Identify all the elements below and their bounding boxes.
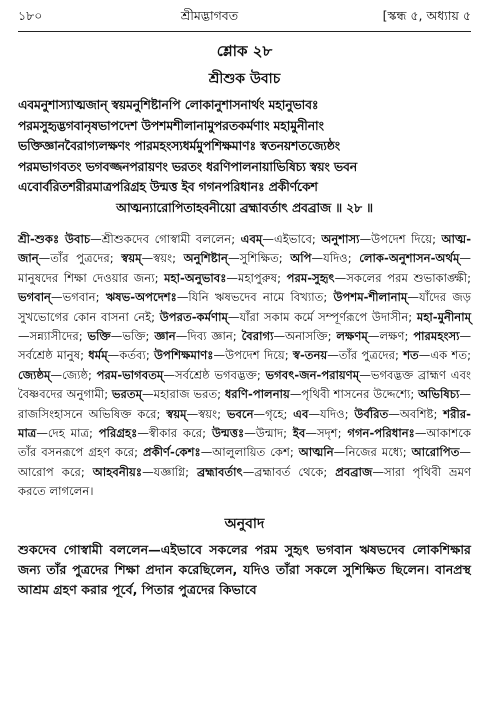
synonym-meaning: সর্বশ্রেষ্ঠ মানুষ [18, 348, 81, 363]
synonym-meaning: রাজসিংহাসনে অভিষিক্ত করে [18, 406, 157, 421]
synonym-term: স্বয়ম্ [166, 406, 187, 421]
synonym-meaning: শ্রীশুকদেব গোস্বামী বললেন [101, 232, 232, 246]
synonym-meaning: ভক্তি [122, 329, 146, 344]
synonym-term: ভবনে [226, 406, 254, 421]
synonym-term: ধর্মম্ [88, 348, 108, 363]
synonym-meaning: উপদেশ দিয়ে [225, 348, 285, 363]
synonym-term: ঋষভ-অপদেশঃ [105, 290, 177, 305]
synonym-term: উন্মত্তঃ [211, 426, 245, 441]
synonym-term: পরম-ভাগবতম্ [96, 367, 164, 382]
synonym-meaning: কর্তব্য [119, 348, 146, 363]
synonym-term: লক্ষণম্ [336, 329, 368, 344]
verse-line: এবমনুশাস্যাত্মজান্ স্বয়মনুশিষ্টানপি লোকানুশাসনার্থং মহানুভাবঃ [18, 98, 319, 112]
synonym-meaning: স্বয়ং [198, 406, 218, 421]
synonym-meaning: সন্ন্যাসীদের [29, 329, 79, 344]
running-header [18, 8, 471, 28]
section-label: [স্কন্ধ ৫, অধ্যায় ৫ [382, 8, 471, 23]
synonym-term: উপশিক্ষমাণঃ [154, 348, 214, 363]
synonym-meaning: যদিও [323, 251, 348, 266]
synonym-meaning: দিব্য জ্ঞান [187, 329, 233, 344]
synonym-meaning: যাঁরা সকাম কর্মে সম্পূর্ণরূপে উদাসীন [239, 309, 409, 324]
verse-line: আত্মন্যারোপিতাহবনীয়ো ব্রহ্মাবর্তাৎ প্রবব্রাজ ॥ ২৮ ॥ [116, 200, 373, 215]
synonym-term: বৈরাগ্য [241, 329, 274, 344]
synonym-term: অভিষিচ্য [418, 387, 460, 402]
verse-line: পরমভাগবতং ভগবজ্জনপরায়ণং ভরতং ধরণিপালনায়াভিষিচ্য স্বয়ং ভবন [18, 159, 357, 174]
synonym-meaning: জ্যেষ্ঠ [62, 367, 89, 382]
synonym-meaning: যিনি ঋষভদেব নামে বিখ্যাত [188, 290, 324, 305]
synonym-term: ভগবৎ-জন-পরায়ণম্ [265, 367, 360, 382]
synonym-term: ভগবান্ [18, 290, 51, 305]
synonym-meaning: এক শত [430, 348, 468, 363]
synonym-term: স্ব-তনয় [292, 348, 328, 363]
synonym-meaning: পৃথিবী শাসনের উদ্দেশ্যে [301, 387, 411, 402]
synonym-term: ধরণি-পালনায় [224, 387, 290, 402]
synonym-term: শরীর-মাত্র [18, 406, 471, 441]
synonym-meaning: গৃহে [265, 406, 284, 421]
synonym-meaning: লক্ষণ [379, 329, 405, 344]
synonym-term: অপি [290, 251, 312, 266]
synonym-term: ইব [292, 426, 306, 441]
synonym-meaning: স্বীকার করে [148, 426, 203, 441]
synonym-term: ব্রহ্মাবর্তাৎ [196, 464, 243, 479]
synonym-meaning: উপদেশ দিয়ে [371, 232, 433, 246]
synonym-term: উপশম-শীলানাম্ [333, 290, 408, 305]
synonym-meaning: আলুলায়িত কেশ [212, 445, 290, 460]
verse-line: ভক্তিজ্ঞানবৈরাগ্যলক্ষণং পারমহংস্যধর্মমুপশিক্ষমাণঃ স্বতনয়শতজ্যেষ্ঠং [18, 139, 340, 153]
synonym-meaning: সকলের পরম শুভাকাঙ্ক্ষী [346, 270, 468, 285]
synonym-meaning: সদৃশ [316, 426, 338, 441]
synonym-term: পরিগ্রহঃ [98, 426, 138, 441]
synonym-meaning: যাঁদের জড় সুখভোগের কোন বাসনা নেই [18, 290, 471, 324]
synonym-meaning: যদিও [320, 406, 345, 421]
synonym-meaning: সর্বশ্রেষ্ঠ ভগবদ্ভক্ত [174, 367, 257, 382]
synonym-term: মহা-অনুভাবঃ [164, 270, 227, 285]
synonym-term: অনুশাস্য [321, 232, 360, 246]
synonym-term: স্বয়ম্ [121, 251, 142, 266]
synonym-meaning: দেহ মাত্র [47, 426, 89, 441]
synonym-term: ভক্তি [87, 329, 111, 344]
book-title: শ্রীমদ্ভাগবত [180, 8, 239, 23]
verse-line: পরমসুহৃদ্ভগবানৃষভাপদেশ উপশমশীলানামুপরতকর্মণাং মহামুনীনাং [18, 118, 324, 133]
verse-line: এবোর্বরিতশরীরমাত্রপরিগ্রহ উন্মত্ত ইব গগনপরিধানঃ প্রকীর্ণকেশ [18, 180, 318, 194]
synonym-term: আরোপিত [411, 445, 460, 460]
synonym-meaning: এইভাবে [273, 232, 312, 246]
synonym-meaning: অবশিষ্ট [399, 406, 434, 421]
synonym-meaning: উন্মাদ [255, 426, 284, 441]
synonym-term: শ্রী-শুকঃ উবাচ [18, 232, 91, 246]
synonym-meaning: সুশিক্ষিত [239, 251, 279, 266]
synonym-term: উপরত-কর্মণাম্ [159, 309, 228, 324]
synonym-term: পারমহংস্য [413, 329, 460, 344]
synonym-meaning: তাঁর পুত্রদের [50, 251, 110, 266]
synonym-meaning: ভগবান [62, 290, 96, 305]
synonym-term: অনুশিষ্টান্ [183, 251, 228, 266]
synonym-meaning: অনাসক্তি [285, 329, 328, 344]
translation-text: শুকদেব গোস্বামী বললেন—এইভাবে সকলের পরম সুহৃৎ ভগবান ঋষভদেব লোকশিক্ষার জন্য তাঁর পুত্রদের শিক্ষা প্রদান করেছিলেন, যদিও তাঁরা সকলে সুশিক্ষিত ছিলেন। বানপ্রস্থ আশ্রম গ্রহণ করার পূর্বে, পিতার পুত্রদের কিভাবে [18, 541, 471, 597]
header-rule [18, 31, 471, 32]
synonym-meaning: মহারাজ ভরত [153, 387, 218, 402]
synonym-term: প্রকীর্ণ-কেশঃ [142, 445, 201, 460]
synonym-term: জ্যেষ্ঠম্ [18, 367, 51, 382]
synonym-meaning: আকাশকে তাঁর বসনরূপে গ্রহণ করে [18, 426, 472, 460]
synonym-term: এব [293, 406, 309, 421]
synonym-term: পরম-সুহৃৎ [286, 270, 335, 285]
synonym-term: উর্বরিত [354, 406, 389, 421]
synonym-term: আহবনীয়ঃ [92, 464, 143, 479]
synonym-meaning: যজ্ঞাগ্নি [153, 464, 186, 479]
synonym-meaning: তাঁর পুত্রদের [338, 348, 396, 363]
speaker-line: শ্রীশুক উবাচ [208, 71, 281, 87]
synonym-meaning: মানুষদের শিক্ষা দেওয়ার জন্য [18, 270, 155, 285]
synonym-meaning: মহাপুরুষ [238, 270, 278, 285]
synonym-term: ভরতম্ [111, 387, 143, 402]
verse-text [18, 95, 471, 218]
synonym-term: প্রবব্রাজ [335, 464, 373, 479]
synonym-meaning: স্বয়ং [153, 251, 173, 266]
synonym-meaning: নিজের মধ্যে [345, 445, 403, 460]
synonym-meaning: ভগবদ্ভক্ত ব্রাহ্মণ এবং বৈষ্ণবদের অনুগামী [18, 367, 472, 402]
synonym-meaning: সারা পৃথিবী ভ্রমণ করতে লাগলেন [18, 464, 472, 499]
synonym-term: আত্ম-জান্ [18, 232, 472, 266]
translation-heading: অনুবাদ [224, 515, 265, 532]
synonym-term: গগন-পরিধানঃ [347, 426, 415, 441]
synonym-term: মহা-মুনীনাম্ [416, 309, 472, 324]
synonym-term: শত [403, 348, 419, 363]
synonym-meaning: আরোপ করে [18, 464, 81, 479]
synonym-term: আত্মনি [298, 445, 334, 460]
page-number: ১৮০ [18, 8, 43, 23]
synonym-meaning: ব্রহ্মাবর্ত থেকে [254, 464, 324, 479]
shloka-heading: শ্লোক ২৮ [216, 42, 273, 60]
synonym-term: জ্ঞান [154, 329, 176, 344]
synonym-term: লোক-অনুশাসন-অর্থম্ [359, 251, 460, 266]
synonym-term: এবম্ [240, 232, 263, 246]
word-for-word-synonyms: শ্রী-শুকঃ উবাচ—শ্রীশুকদেব গোস্বামী বললেন; এবম্—এইভাবে; অনুশাস্য—উপদেশ দিয়ে; আত্ম-জান্—তাঁর পুত্রদের; স্বয়ম্—স্বয়ং; অনুশিষ্টান্—সুশিক্ষিত; অপি—যদিও; লোক-অনুশাসন-অর্থম্—মানুষদের শিক্ষা দেওয়ার জন্য; মহা-অনুভাবঃ—মহাপুরুষ; পরম-সুহৃৎ—সকলের পরম শুভাকাঙ্ক্ষী; ভগবান্—ভগবান; ঋষভ-অপদেশঃ—যিনি ঋষভদেব নামে বিখ্যাত; উপশম-শীলানাম্—যাঁদের জড় সুখভোগের কোন বাসনা নেই; উপরত-কর্মণাম্—যাঁরা সকাম কর্মে সম্পূর্ণরূপে উদাসীন; মহা-মুনীনাম্—সন্ন্যাসীদের; ভক্তি—ভক্তি; জ্ঞান—দিব্য জ্ঞান; বৈরাগ্য—অনাসক্তি; লক্ষণম্—লক্ষণ; পারমহংস্য—সর্বশ্রেষ্ঠ মানুষ; ধর্মম্—কর্তব্য; উপশিক্ষমাণঃ—উপদেশ দিয়ে; স্ব-তনয়—তাঁর পুত্রদের; শত—এক শত; জ্যেষ্ঠম্—জ্যেষ্ঠ; পরম-ভাগবতম্—সর্বশ্রেষ্ঠ ভগবদ্ভক্ত; ভগবৎ-জন-পরায়ণম্—ভগবদ্ভক্ত ব্রাহ্মণ এবং বৈষ্ণবদের অনুগামী; ভরতম্—মহারাজ ভরত; ধরণি-পালনায়—পৃথিবী শাসনের উদ্দেশ্যে; অভিষিচ্য—রাজসিংহাসনে অভিষিক্ত করে; স্বয়ম্—স্বয়ং; ভবনে—গৃহে; এব—যদিও; উর্বরিত—অবশিষ্ট; শরীর-মাত্র—দেহ মাত্র; পরিগ্রহঃ—স্বীকার করে; উন্মত্তঃ—উন্মাদ; ইব—সদৃশ; গগন-পরিধানঃ—আকাশকে তাঁর বসনরূপে গ্রহণ করে; প্রকীর্ণ-কেশঃ—আলুলায়িত কেশ; আত্মনি—নিজের মধ্যে; আরোপিত—আরোপ করে; আহবনীয়ঃ—যজ্ঞাগ্নি; ব্রহ্মাবর্তাৎ—ব্রহ্মাবর্ত থেকে; প্রবব্রাজ—সারা পৃথিবী ভ্রমণ করতে লাগলেন। [18, 232, 472, 499]
